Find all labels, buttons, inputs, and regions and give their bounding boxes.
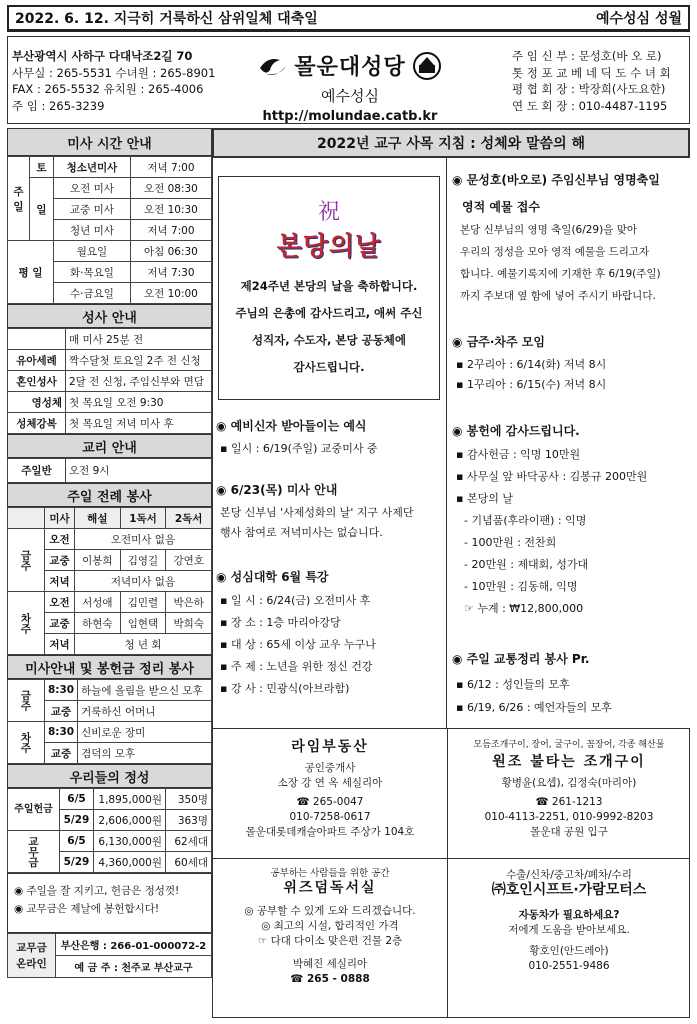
mass-time: 저녁 7:30 xyxy=(130,262,211,283)
mass-time: 아침 06:30 xyxy=(130,241,211,262)
section-line: ▪ 1꾸리아 : 6/15(수) 저녁 8시 xyxy=(456,378,607,391)
sacrament-table xyxy=(7,328,212,434)
offering-amount: 1,895,000원 xyxy=(94,789,166,810)
ad-study-room xyxy=(214,866,446,987)
offering-amount: 6,130,000원 xyxy=(94,831,166,852)
account-owner: 예 금 주 : 천주교 부산교구 xyxy=(56,956,212,978)
mass-name: 청년 미사 xyxy=(54,220,131,241)
fax: FAX : 265-5532 유치원 : 265-4006 xyxy=(12,82,204,96)
section-title: ◉ 봉헌에 감사드립니다. xyxy=(452,424,580,438)
mass-name: 청소년미사 xyxy=(54,157,131,178)
liturgy-person: 김영길 xyxy=(120,550,166,571)
liturgy-note: 저녁미사 없음 xyxy=(75,571,212,592)
catechumen-section xyxy=(216,410,442,459)
offering-amount: 2,606,000원 xyxy=(94,810,166,831)
liturgy-person: 박은하 xyxy=(166,592,212,613)
section-line: - 100만원 : 전찬희 xyxy=(464,536,557,549)
ad-divider-h xyxy=(212,858,690,859)
ad-line: 소장 강 연 옥 세실리아 xyxy=(277,777,383,789)
ad-line: 010-7258-0617 xyxy=(289,811,371,823)
ad-line: 박혜진 세실리아 xyxy=(292,958,368,970)
offering-date: 5/29 xyxy=(60,810,94,831)
church-building-icon xyxy=(412,51,442,81)
mass-slot: 8:30 xyxy=(45,722,78,743)
sacrament-detail: 매 미사 25분 전 xyxy=(66,329,212,350)
offering-count: 60세대 xyxy=(166,852,212,873)
cleaning-table xyxy=(7,679,212,764)
sacrament-detail: 짝수달첫 토요일 2주 전 신청 xyxy=(66,350,212,371)
mass-slot: 교중 xyxy=(45,613,75,634)
offering-note: ◉ 주일을 잘 지키고, 헌금은 정성껏! xyxy=(14,885,180,897)
ad-line: 공인중개사 xyxy=(304,762,356,774)
sacrament-label: 영성체 xyxy=(8,392,66,413)
parish-day-box xyxy=(218,176,440,400)
pastor: 주 임 신 부 : 문성호(바 오 로) xyxy=(512,49,662,63)
yeondo-president: 연 도 회 장 : 010-4487-1195 xyxy=(512,98,668,113)
col-reading1: 1독서 xyxy=(120,508,166,529)
mass-time-table xyxy=(7,156,212,304)
ad-line: 010-4113-2251, 010-9992-8203 xyxy=(484,811,654,823)
offering-note: ◉ 교무금은 제날에 봉헌합시다! xyxy=(14,903,160,915)
ad-line: ☎ 261-1213 xyxy=(535,796,603,808)
section-line: ▪ 6/19, 6/26 : 예언자들의 모후 xyxy=(456,701,612,714)
section-line: 본당 신부님 '사제성화의 날' 지구 사제단 xyxy=(220,505,414,519)
doctrine-time: 오전 9시 xyxy=(66,459,212,483)
sacrament-detail: 첫 목요일 오전 9:30 xyxy=(66,392,212,413)
section-title: ◉ 성심대학 6월 특강 xyxy=(216,570,329,584)
liturgy-person: 강연호 xyxy=(166,550,212,571)
nuns: 톳 정 포 교 베 네 딕 도 수 녀 회 xyxy=(512,65,671,80)
ad-motors xyxy=(449,868,689,974)
team-name: 거룩하신 어머니 xyxy=(78,701,212,722)
team-name: 겸덕의 모후 xyxy=(78,743,212,764)
ad-line: 황호인(안드레아) xyxy=(529,945,609,957)
ad-line: 모듬조개구이, 장어, 굴구이, 꼼장어, 각종 해산물 xyxy=(473,740,665,750)
parish-day-line: 감사드립니다. xyxy=(293,360,365,374)
mass-slot: 8:30 xyxy=(45,680,78,701)
doctrine-table xyxy=(7,458,212,483)
ad-title: 위즈덤독서실 xyxy=(283,880,377,896)
next-week-label: 차주 xyxy=(8,722,45,764)
section-line: ▪ 사무실 앞 바닥공사 : 김봉규 200만원 xyxy=(456,470,648,483)
section-line: ☞ 누계 : ₩12,800,000 xyxy=(464,602,584,615)
mass-slot: 오전 xyxy=(45,529,75,550)
mass-time: 오전 10:00 xyxy=(130,283,211,304)
ad-line: 몰운대롯데캐슬아파트 주상가 104호 xyxy=(245,826,415,838)
celebration-char: 祝 xyxy=(317,200,340,225)
left-column xyxy=(7,128,212,978)
bulletin-date: 2022. 6. 12. 지극히 거룩하신 삼위일체 대축일 xyxy=(15,11,318,27)
ad-clam-grill xyxy=(449,738,689,840)
section-title: ◉ 금주·차주 모임 xyxy=(452,335,545,349)
thanks-section xyxy=(452,414,688,620)
section-line: 우리의 정성을 모아 영적 예물을 드리고자 xyxy=(460,246,650,258)
office-phone: 사무실 : 265-5531 수녀원 : 265-8901 xyxy=(12,65,216,80)
contact-info xyxy=(12,48,215,114)
church-logo xyxy=(240,50,460,124)
section-line: ▪ 강 사 : 민광식(아브라함) xyxy=(220,682,350,695)
mass-name: 월요일 xyxy=(54,241,131,262)
offering-count: 363명 xyxy=(166,810,212,831)
ad-title: ㈜호인시프트·가람모터스 xyxy=(491,882,647,898)
mass-name: 수·금요일 xyxy=(54,283,131,304)
main-content xyxy=(212,128,690,158)
col-reading2: 2독서 xyxy=(166,508,212,529)
mass-name: 오전 미사 xyxy=(54,178,131,199)
section-line: ▪ 2꾸리아 : 6/14(화) 저녁 8시 xyxy=(456,357,607,371)
col-commentary: 해설 xyxy=(75,508,121,529)
top-banner xyxy=(7,5,690,32)
feast-day-section xyxy=(452,164,688,307)
mass-slot: 교중 xyxy=(45,550,75,571)
offering-amount: 4,360,000원 xyxy=(94,852,166,873)
section-line: - 10만원 : 김동해, 익명 xyxy=(464,580,578,593)
traffic-section xyxy=(452,642,688,719)
mass-time: 저녁 7:00 xyxy=(130,157,211,178)
online-table xyxy=(7,933,212,978)
mass-slot: 교중 xyxy=(45,743,78,764)
offering-date: 6/5 xyxy=(60,831,94,852)
ad-line: 공부하는 사람들을 위한 공간 xyxy=(270,868,390,879)
sunday-label: 주일 xyxy=(8,157,30,241)
diocese-guideline: 2022년 교구 사목 지침 : 성체와 말씀의 해 xyxy=(212,128,690,158)
liturgy-person: 임현택 xyxy=(120,613,166,634)
mass-time: 저녁 7:00 xyxy=(130,220,211,241)
parish-title: 예수성심 xyxy=(321,87,379,105)
mass-time: 오전 10:30 xyxy=(130,199,211,220)
mass-slot: 오전 xyxy=(45,592,75,613)
mass-name: 교중 미사 xyxy=(54,199,131,220)
ad-line: 010-2551-9486 xyxy=(528,960,610,972)
section-line: ▪ 본당의 날 xyxy=(456,492,513,505)
address: 부산광역시 사하구 다대낙조2길 70 xyxy=(12,49,193,63)
sun-label: 일 xyxy=(30,178,54,241)
ad-line: 자동차가 필요하세요? xyxy=(518,909,620,921)
ad-realestate xyxy=(214,740,446,840)
ad-title: 원조 불타는 조개구이 xyxy=(492,754,646,770)
mass-slot: 저녁 xyxy=(45,571,75,592)
feast-month: 예수성심 성월 xyxy=(595,11,682,27)
saturday-label: 토 xyxy=(30,157,54,178)
offering-notes xyxy=(7,873,212,933)
doctrine-label: 주일반 xyxy=(8,459,66,483)
section-line: ▪ 일시 : 6/19(주일) 교중미사 중 xyxy=(220,441,378,455)
council-president: 평 협 회 장 : 박장희(사도요한) xyxy=(512,82,666,96)
offering-header: 우리들의 정성 xyxy=(7,764,212,788)
next-week-label: 차주 xyxy=(8,592,45,655)
section-line: 행사 참여로 저녁미사는 없습니다. xyxy=(220,526,383,539)
this-week-label: 금주 xyxy=(8,680,45,722)
ad-line: ☞ 다대 다이소 맞은편 건물 2층 xyxy=(257,935,403,947)
mass-0623-section xyxy=(216,474,442,544)
bank-account: 부산은행 : 266-01-000072-2 xyxy=(56,934,212,956)
ad-line: ☎ 265-0047 xyxy=(296,796,364,808)
section-title: ◉ 6/23(목) 미사 안내 xyxy=(216,483,338,497)
liturgy-header: 주일 전례 봉사 xyxy=(7,483,212,507)
cleaning-header: 미사안내 및 봉헌금 정리 봉사 xyxy=(7,655,212,679)
section-title: ◉ 주일 교통정리 봉사 Pr. xyxy=(452,652,590,666)
parish-day-line: 성직자, 수도자, 본당 공동체에 xyxy=(251,333,407,347)
doctrine-header: 교리 안내 xyxy=(7,434,212,458)
section-line: ▪ 일 시 : 6/24(금) 오전미사 후 xyxy=(220,594,371,607)
mass-slot: 저녁 xyxy=(45,634,75,655)
section-line: 까지 주보대 옆 함에 넣어 주시기 바랍니다. xyxy=(460,290,656,302)
liturgy-person: 하현숙 xyxy=(75,613,121,634)
this-week-label: 금주 xyxy=(8,529,45,592)
section-line: ▪ 주 제 : 노년을 위한 정신 건강 xyxy=(220,660,373,673)
mass-slot: 교중 xyxy=(45,701,78,722)
liturgy-person: 서성애 xyxy=(75,592,121,613)
parish-day-line: 주님의 은총에 감사드리고, 애써 주신 xyxy=(235,306,423,320)
offering-date: 5/29 xyxy=(60,852,94,873)
sunday-offering-label: 주일헌금 xyxy=(8,789,60,831)
college-section xyxy=(216,560,442,700)
sacrament-detail: 첫 목요일 저녁 미사 후 xyxy=(66,413,212,434)
parish-day-line: 제24주년 본당의 날을 축하합니다. xyxy=(240,279,418,293)
liturgy-person: 김민렬 xyxy=(120,592,166,613)
liturgy-person: 이봉희 xyxy=(75,550,121,571)
offering-count: 350명 xyxy=(166,789,212,810)
section-line: ▪ 장 소 : 1층 마리아강당 xyxy=(220,616,341,629)
col-mass: 미사 xyxy=(45,508,75,529)
section-title: ◉ 예비신자 받아들이는 예식 xyxy=(216,419,367,433)
section-line: ▪ 6/12 : 성인들의 모후 xyxy=(456,678,570,691)
section-line: ▪ 감사헌금 : 익명 10만원 xyxy=(456,448,581,461)
liturgy-person: 박희숙 xyxy=(166,613,212,634)
section-line: 본당 신부님의 영명 축일(6/29)을 맞아 xyxy=(460,224,637,236)
dues-label: 교무금 xyxy=(8,831,60,873)
section-line: 합니다. 예물기록지에 기재한 후 6/19(주일) xyxy=(460,268,661,280)
team-name: 하늘에 올림을 받으신 모후 xyxy=(78,680,212,701)
ad-line: ◎ 공부할 수 있게 도와 드리겠습니다. xyxy=(244,905,416,917)
mass-time-header: 미사 시간 안내 xyxy=(7,128,212,156)
sacrament-label xyxy=(8,329,66,350)
liturgy-note: 오전미사 없음 xyxy=(75,529,212,550)
sacrament-detail: 2달 전 신청, 주임신부와 면담 xyxy=(66,371,212,392)
ad-line: ◎ 최고의 시설, 합리적인 가격 xyxy=(261,920,399,932)
website-link[interactable]: http://molundae.catb.kr xyxy=(262,109,438,124)
church-emblem-icon xyxy=(258,52,288,80)
section-line: - 20만원 : 제대회, 성가대 xyxy=(464,558,589,571)
sacrament-label: 성체강복 xyxy=(8,413,66,434)
online-label: 교무금 온라인 xyxy=(8,934,56,978)
mass-name: 화·목요일 xyxy=(54,262,131,283)
sacrament-label: 혼인성사 xyxy=(8,371,66,392)
ad-title: 라임부동산 xyxy=(291,739,369,755)
section-title: ◉ 문성호(바오로) 주임신부님 영명축일 xyxy=(452,173,660,187)
mass-time: 오전 08:30 xyxy=(130,178,211,199)
ad-divider-v xyxy=(447,728,448,1018)
rectory-phone: 주 임 : 265-3239 xyxy=(12,98,105,113)
section-line: ▪ 대 상 : 65세 이상 교우 누구나 xyxy=(220,638,376,651)
ad-line: 수출/신차/중고차/폐차/수리 xyxy=(506,869,632,881)
parish-day-title: 본당의날 xyxy=(276,232,382,262)
ad-line: ☎ 265 - 0888 xyxy=(290,973,370,985)
meeting-section xyxy=(452,326,688,396)
liturgy-table xyxy=(7,507,212,655)
church-name: 몰운대성당 xyxy=(294,55,406,80)
ad-line: 황병윤(요셉), 김정숙(마리아) xyxy=(501,777,637,789)
weekday-label: 평 일 xyxy=(8,241,54,304)
offering-date: 6/5 xyxy=(60,789,94,810)
liturgy-note: 청 년 회 xyxy=(75,634,212,655)
sacrament-label: 유아세례 xyxy=(8,350,66,371)
offering-count: 62세대 xyxy=(166,831,212,852)
section-subtitle: 영적 예물 접수 xyxy=(462,199,540,214)
ad-line: 몰운대 공원 입구 xyxy=(530,826,608,838)
staff-info xyxy=(512,48,671,114)
team-name: 신비로운 장미 xyxy=(78,722,212,743)
offering-table xyxy=(7,788,212,873)
section-line: - 기념품(후라이팬) : 익명 xyxy=(464,514,587,527)
sacrament-header: 성사 안내 xyxy=(7,304,212,328)
ad-line: 저에게 도움을 받아보세요. xyxy=(508,924,630,936)
